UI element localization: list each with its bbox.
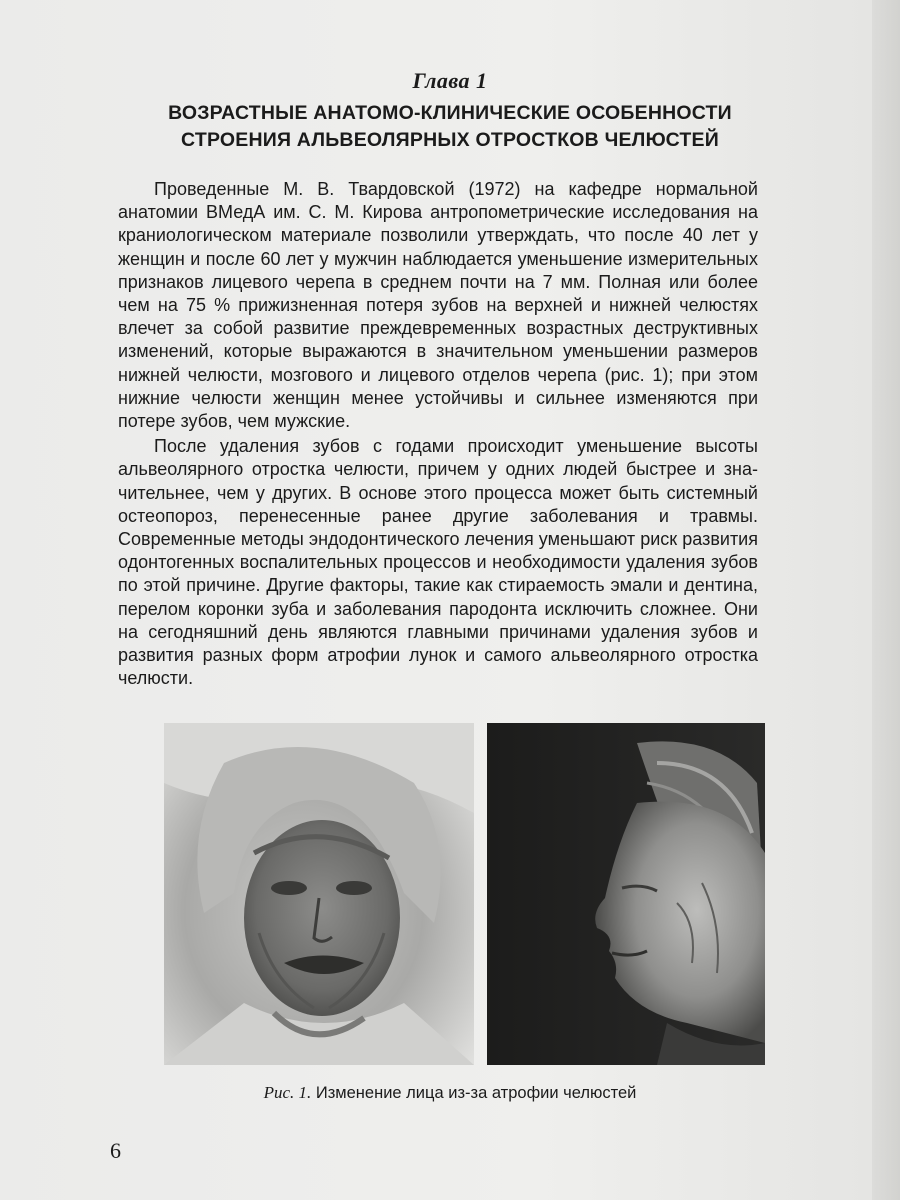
body-text [118,178,758,690]
elderly-woman-front-photo [164,723,474,1065]
paragraph: После удаления зубов с годами происходит уменьшение высоты альвеолярного отростка челюсти, причем у одних людей быстрее и значительнее, чем у других. В основе этого процесса может быть системный остеопороз, перенесенные ранее другие заболевания и травмы. Современные методы эндодонтического лечения уменьшают риск развития одонтогенных воспалительных процессов и необходимости удаления зубов по этой причине. Другие факторы, такие как стираемость эмали и дентина, перелом коронки зуба и заболевания пародонта исключить сложнее. Они на сегодняшний день являются главными причинами удаления зубов и развития разных форм атрофии лунок и самого альвеолярного отростка челюсти. [118,436,758,689]
figure-caption-number: Рис. 1. [263,1083,312,1102]
paragraph: Проведенные М. В. Твардовской (1972) на кафедре нормальной анатомии ВМедА им. С. М. Кирова антропометрические исследования на краниологическом материале позволили утверждать, что после 40 лет у женщин и после 60 лет у мужчин наблюдается уменьшение измерительных признаков лицевого черепа в среднем почти на 7 мм. Полная или более чем на 75 % прижизненная потеря зубов на верхней и нижней челюстях влечет за собой развитие преждевременных возрастных деструктивных изменений, которые выражаются в значительном уменьшении размеров нижней челюсти, мозгового и лицевого отделов черепа (рис. 1); при этом нижние челюсти женщин менее устойчивы и сильнее изменяются при потере зубов, чем мужские. [118,179,758,432]
chapter-title [110,100,790,154]
elderly-woman-profile-photo [487,723,765,1065]
chapter-title-line: ВОЗРАСТНЫЕ АНАТОМО-КЛИНИЧЕСКИЕ ОСОБЕННОСТИ [168,102,732,124]
figure-photo-front [164,723,474,1065]
figure-caption [0,1083,900,1103]
figure-photo-profile [487,723,765,1065]
page-edge [872,0,900,1200]
figure-caption-text: Изменение лица из-за атрофии челюстей [315,1084,637,1102]
page-number: 6 [110,1138,121,1163]
chapter-label: Глава 1 [412,68,488,93]
chapter-title-line: СТРОЕНИЯ АЛЬВЕОЛЯРНЫХ ОТРОСТКОВ ЧЕЛЮСТЕЙ [181,129,719,151]
